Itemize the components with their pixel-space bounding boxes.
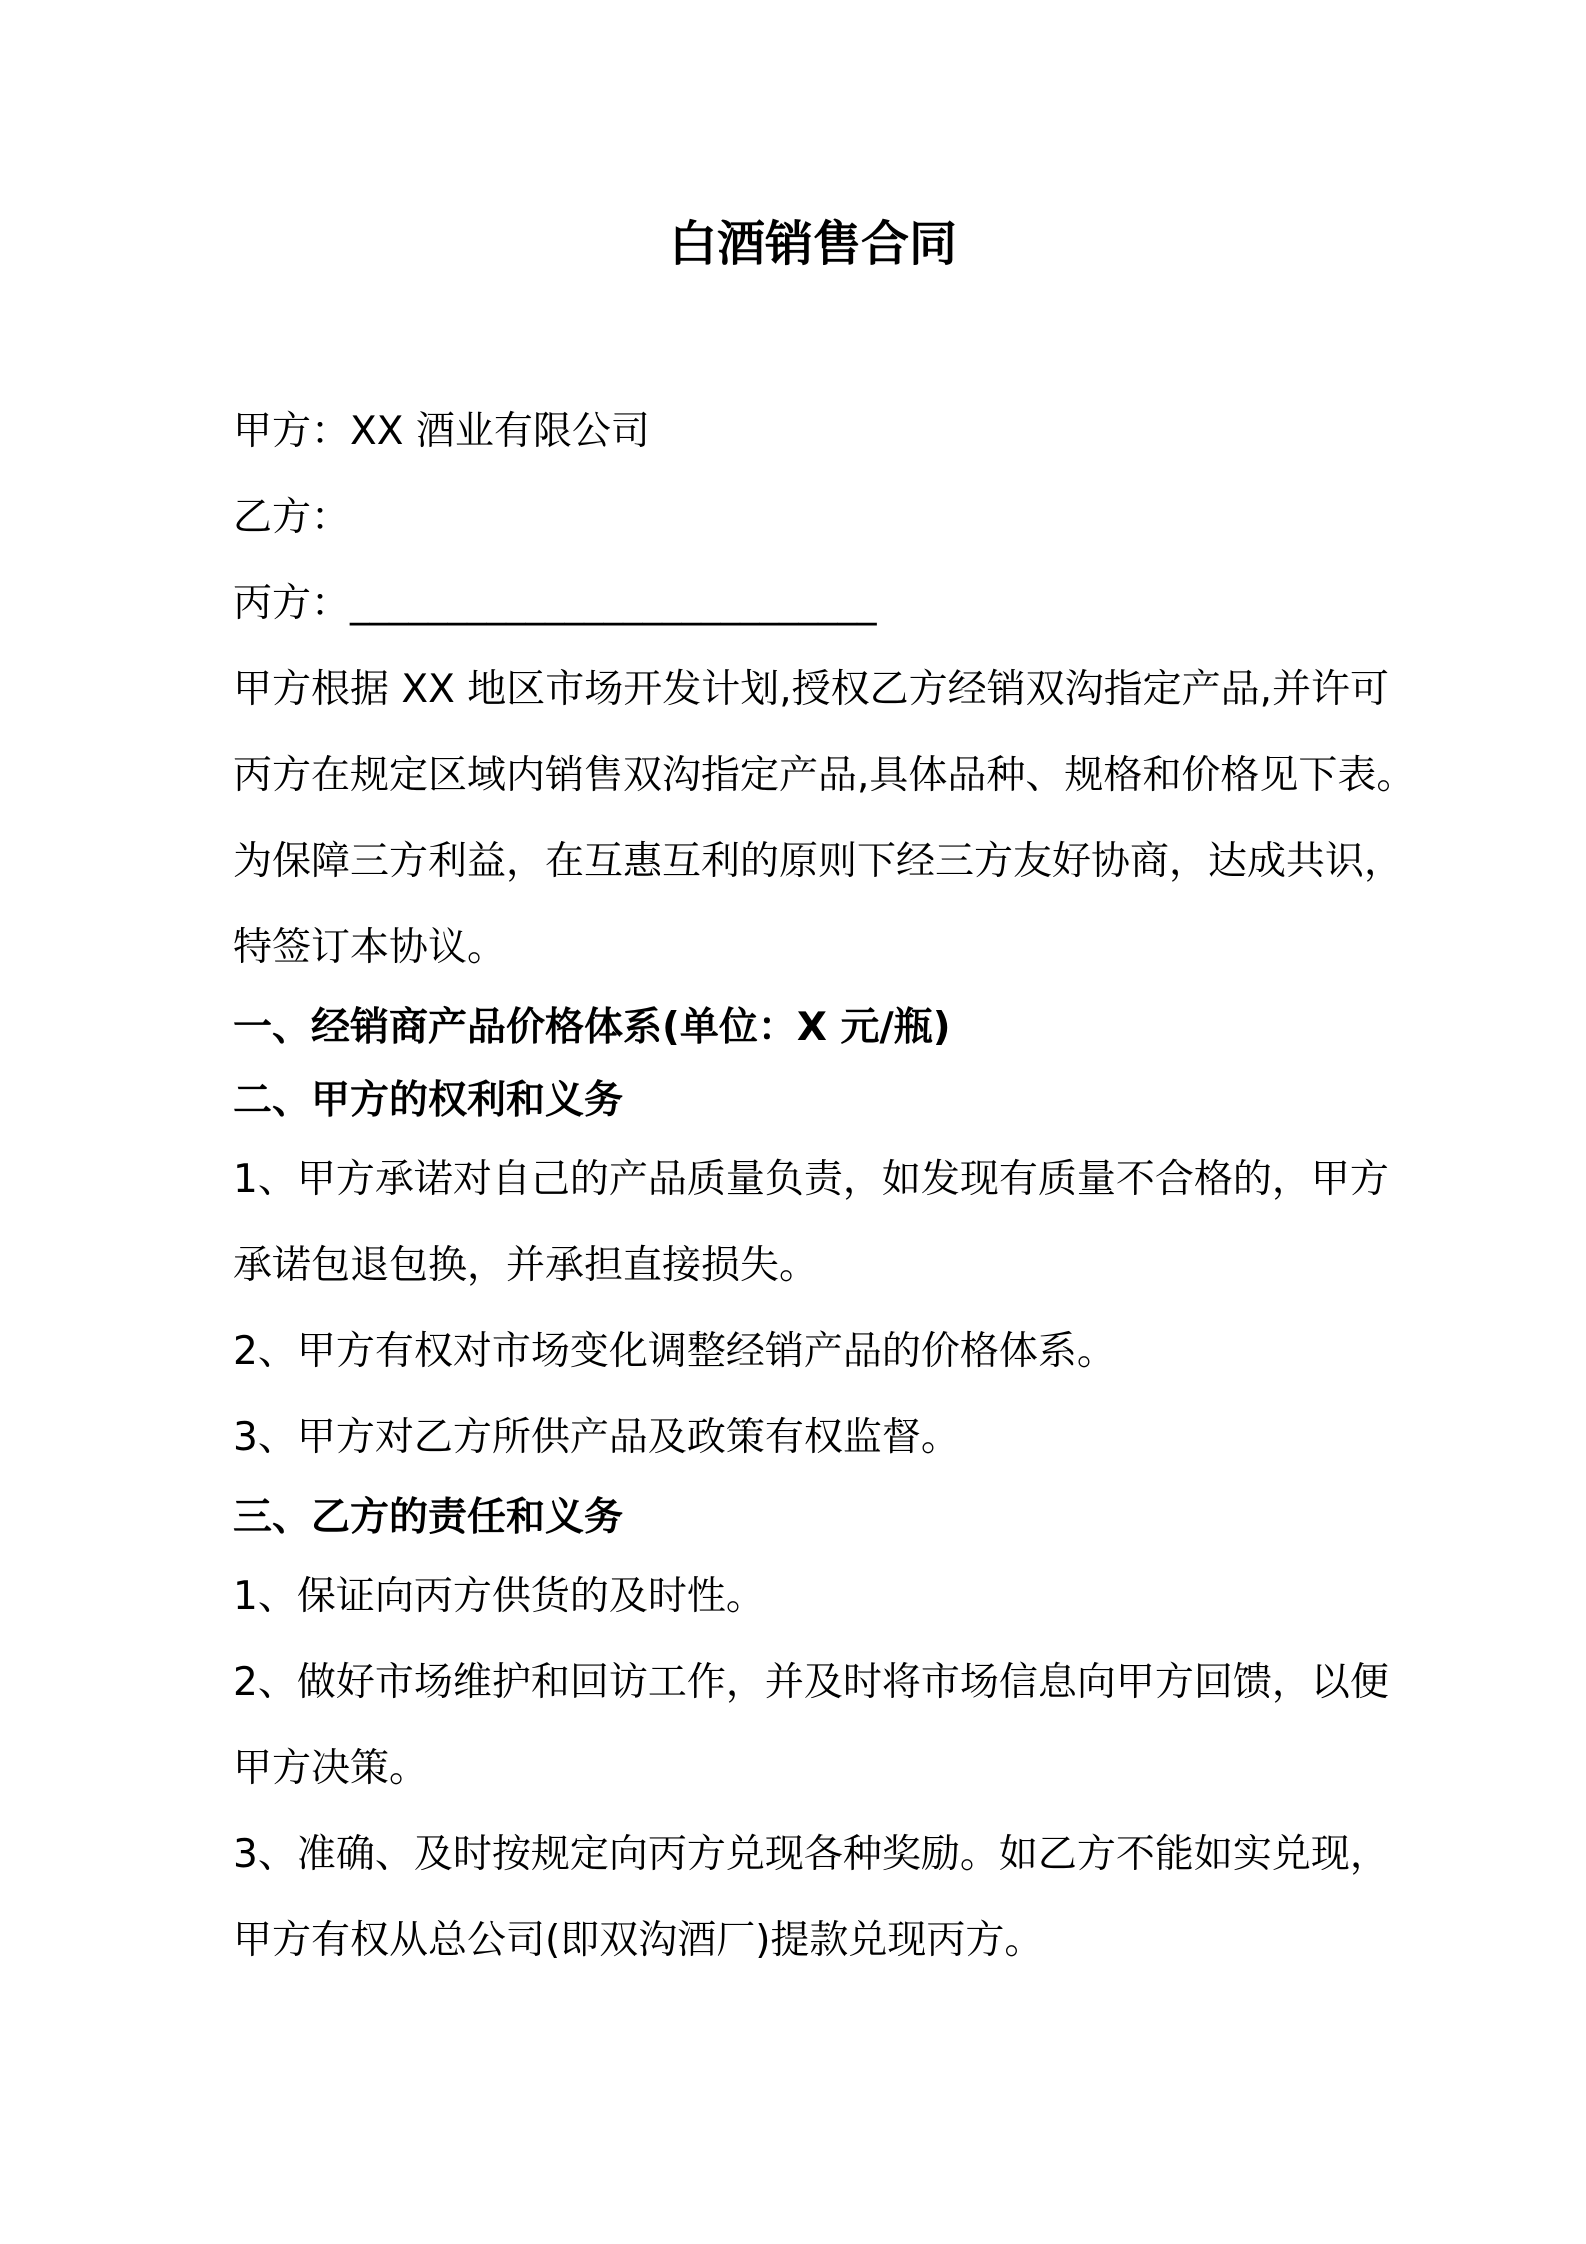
document-content — [233, 215, 1416, 1984]
intro-paragraph-line-3: 为保障三方利益，在互惠互利的原则下经三方友好协商，达成共识， — [233, 839, 1404, 884]
section-3-item-1: 1、保证向丙方供货的及时性。 — [233, 1574, 765, 1619]
section-3-heading: 三、乙方的责任和义务 — [233, 1495, 624, 1540]
section-2-heading: 二、甲方的权利和义务 — [233, 1078, 624, 1123]
section-3-item-2-line-2: 甲方决策。 — [233, 1746, 429, 1791]
section-3-item-2-line-1: 2、做好市场维护和回访工作，并及时将市场信息向甲方回馈，以便 — [233, 1660, 1389, 1705]
party-c-line: 丙方：___________________________ — [233, 581, 877, 626]
section-1-heading: 一、经销商产品价格体系(单位：X 元/瓶) — [233, 1005, 951, 1050]
party-a-line: 甲方：XX 酒业有限公司 — [233, 409, 650, 454]
document-title: 白酒销售合同 — [668, 216, 957, 272]
section-2-item-1-line-2: 承诺包退包换，并承担直接损失。 — [233, 1243, 819, 1288]
intro-paragraph-line-1: 甲方根据 XX 地区市场开发计划,授权乙方经销双沟指定产品,并许可 — [233, 667, 1390, 712]
section-3-item-3-line-1: 3、准确、及时按规定向丙方兑现各种奖励。如乙方不能如实兑现， — [233, 1832, 1389, 1877]
section-2-item-1-line-1: 1、甲方承诺对自己的产品质量负责，如发现有质量不合格的，甲方 — [233, 1157, 1389, 1202]
intro-paragraph-line-2: 丙方在规定区域内销售双沟指定产品,具体品种、规格和价格见下表。 — [233, 753, 1416, 798]
party-b-line: 乙方： — [233, 495, 351, 540]
section-3-item-3-line-2: 甲方有权从总公司(即双沟酒厂)提款兑现丙方。 — [233, 1918, 1044, 1963]
section-2-item-3: 3、甲方对乙方所供产品及政策有权监督。 — [233, 1415, 960, 1460]
intro-paragraph-line-4: 特签订本协议。 — [233, 925, 507, 970]
section-2-item-2: 2、甲方有权对市场变化调整经销产品的价格体系。 — [233, 1329, 1116, 1374]
